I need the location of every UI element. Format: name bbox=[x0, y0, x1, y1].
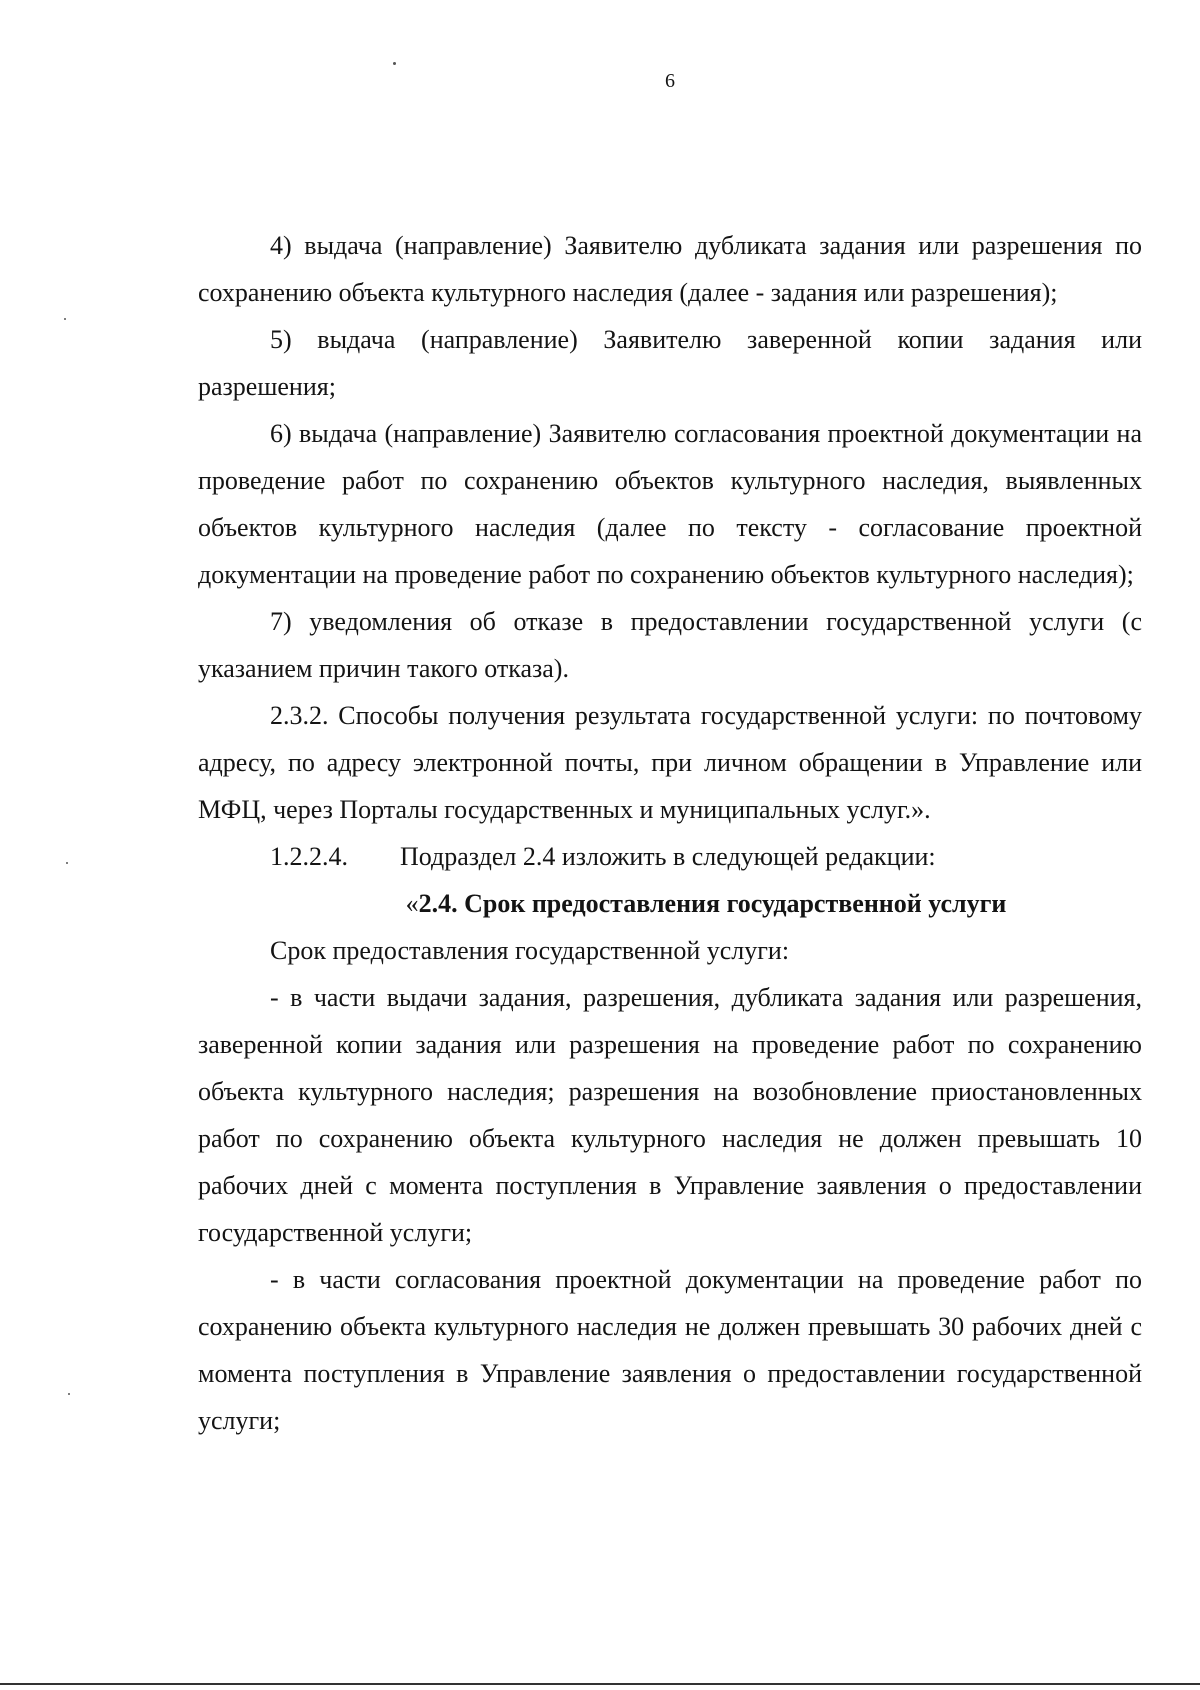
paragraph-item-6: 6) выдача (направление) Заявителю согласования проектной документации на проведение работ по сохранению объектов культурного наследия, выявленных объектов культурного наследия (далее по тексту - согласование проектной документации на проведение работ по сохранению объектов культурного наследия); bbox=[198, 419, 1142, 589]
paragraph-term-30-days: - в части согласования проектной документации на проведение работ по сохранению объекта культурного наследия не должен превышать 30 рабочих дней с момента поступления в Управление заявления о предоставлении государственной услуги; bbox=[198, 1265, 1142, 1435]
bottom-scan-edge bbox=[0, 1683, 1200, 1685]
paragraph-item-4: 4) выдача (направление) Заявителю дубликата задания или разрешения по сохранению объекта культурного наследия (далее - задания или разрешения); bbox=[198, 231, 1142, 307]
heading-text: 2.4. Срок предоставления государственной услуги bbox=[418, 889, 1007, 918]
section-heading bbox=[198, 880, 1142, 927]
document-body bbox=[198, 222, 1142, 1444]
paragraph-term-10-days: - в части выдачи задания, разрешения, дубликата задания или разрешения, заверенной копии задания или разрешения на проведение работ по сохранению объекта культурного наследия; разрешения на возобновление приостановленных работ по сохранению объекта культурного наследия не должен превышать 10 рабочих дней с момента поступления в Управление заявления о предоставлении государственной услуги; bbox=[198, 983, 1142, 1247]
paragraph-2-3-2: 2.3.2. Способы получения результата государственной услуги: по почтовому адресу, по адресу электронной почты, при личном обращении в Управление или МФЦ, через Порталы государственных и муниципальных услуг.». bbox=[198, 701, 1142, 824]
paragraph-term-intro: Срок предоставления государственной услуги: bbox=[270, 936, 790, 965]
scan-speck bbox=[64, 318, 66, 320]
page-number: 6 bbox=[665, 70, 675, 92]
heading-open-quote: « bbox=[405, 889, 419, 918]
paragraph-item-7: 7) уведомления об отказе в предоставлении государственной услуги (с указанием причин такого отказа). bbox=[198, 607, 1142, 683]
scan-speck bbox=[66, 862, 68, 864]
paragraph-1-2-2-4: 1.2.2.4. Подраздел 2.4 изложить в следующей редакции: bbox=[270, 842, 936, 871]
paragraph-item-5: 5) выдача (направление) Заявителю заверенной копии задания или разрешения; bbox=[198, 325, 1142, 401]
scan-speck bbox=[393, 62, 396, 65]
scan-speck bbox=[68, 1393, 70, 1395]
